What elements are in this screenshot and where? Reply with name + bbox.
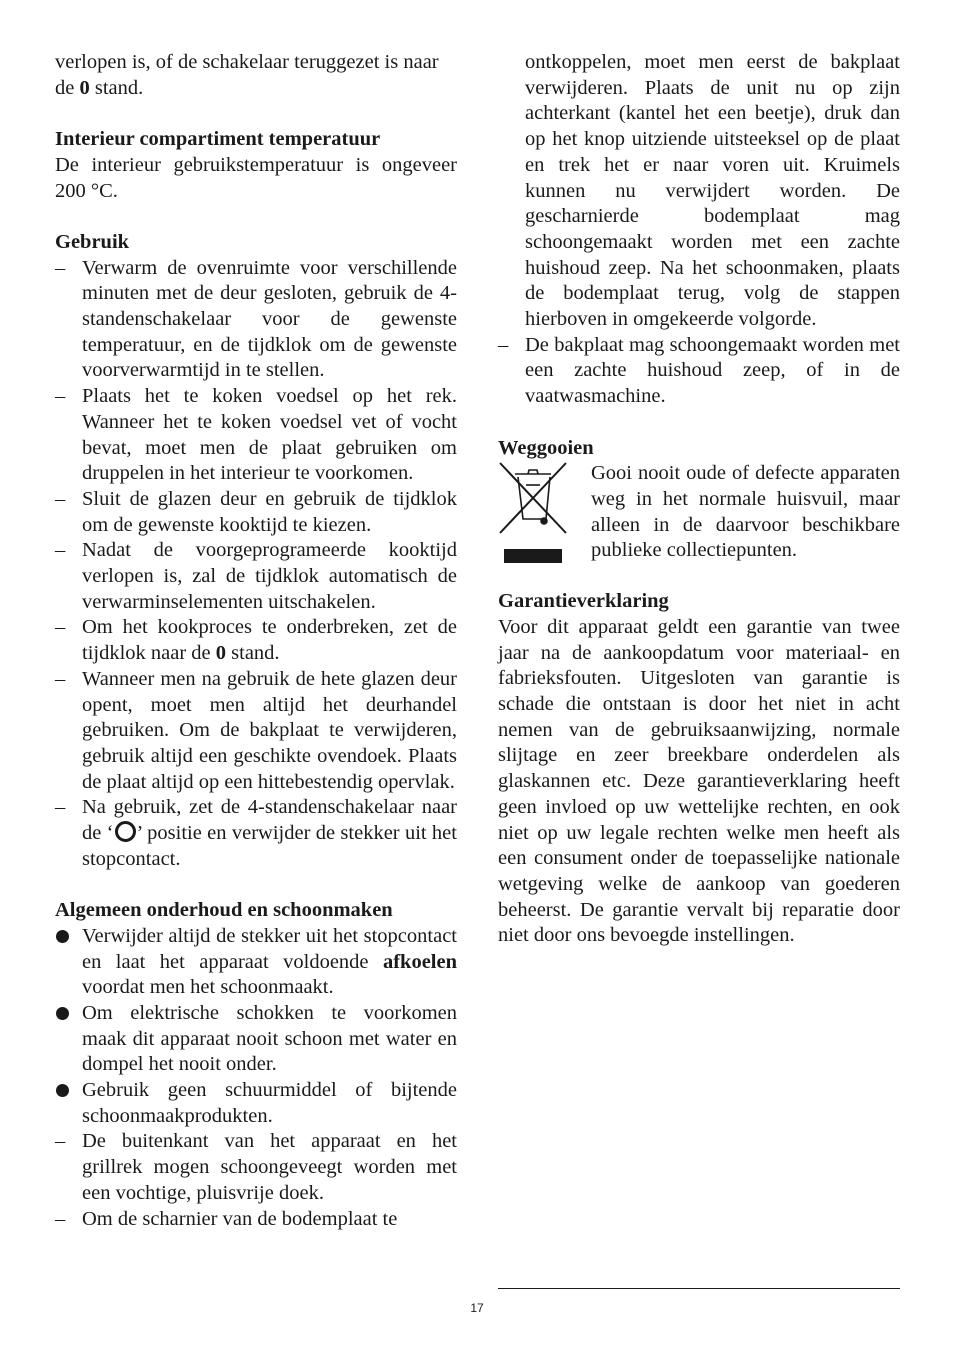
- disposal-section: [498, 461, 900, 589]
- bullet-dot-icon: [56, 1084, 69, 1097]
- usage-item: – Om het kookproces te onderbreken, zet de tijdklok naar de 0 stand.: [55, 616, 457, 665]
- intro-zero: 0: [79, 76, 90, 99]
- usage-item: – Plaats het te koken voedsel op het rek. Wanneer het te koken voedsel vet of vocht bevat, moet men de plaat gebruiken om druppelen in het interieur te voorkomen.: [55, 385, 457, 485]
- disposal-heading: Weggooien: [498, 436, 594, 459]
- warranty-heading: Garantieverklaring: [498, 590, 669, 613]
- dash-marker: –: [55, 487, 66, 510]
- tray-cleaning-item: – De bakplaat mag schoongemaakt worden met een zachte huishoud zeep, of in de vaatwasmachine.: [498, 333, 900, 408]
- left-column: [55, 50, 457, 1232]
- interior-temperature-text: De interieur gebruikstemperatuur is ongeveer 200 °C.: [55, 153, 457, 202]
- usage-list: [55, 256, 457, 873]
- maintenance-heading: Algemeen onderhoud en schoonmaken: [55, 899, 393, 922]
- bullet-dot-icon: [56, 1007, 69, 1020]
- page-number: 17: [470, 1301, 484, 1315]
- weee-crossed-bin-icon: [498, 461, 568, 565]
- cool-down-emphasis: afkoelen: [382, 950, 457, 973]
- maintenance-list: [55, 924, 457, 1232]
- bullet-dot-icon: [56, 930, 69, 943]
- maintenance-bullet: Gebruik geen schuurmiddel of bijtende schoonmaakprodukten.: [55, 1078, 457, 1129]
- usage-heading: Gebruik: [55, 230, 130, 253]
- usage-item: – Na gebruik, zet de 4-standenschakelaar naar de ‘ ’ positie en verwijder de stekker uit het stopcontact.: [55, 796, 457, 870]
- usage-item: – Sluit de glazen deur en gebruik de tijdklok om de gewenste kooktijd te kiezen.: [55, 487, 457, 536]
- dash-marker: –: [55, 256, 66, 279]
- maintenance-dash-item: – De buitenkant van het apparaat en het grillrek mogen schoongeveegt worden met een vochtige, pluisvrije doek.: [55, 1130, 457, 1204]
- intro-line-1: verlopen is, of de schakelaar teruggezet is naar: [55, 51, 439, 73]
- usage-item: – Nadat de voorgeprogrameerde kooktijd verlopen is, zal de tijdklok automatisch de verwarminselementen uitschakelen.: [55, 539, 457, 613]
- dash-marker: –: [55, 385, 66, 408]
- intro-paragraph: verlopen is, of de schakelaar teruggezet is naar de 0 stand.: [55, 51, 439, 99]
- ring-icon: [115, 821, 136, 842]
- footer-divider: [498, 1288, 900, 1289]
- maintenance-bullet: Verwijder altijd de stekker uit het stopcontact en laat het apparaat voldoende afkoelen voordat men het schoonmaakt.: [55, 924, 457, 1001]
- dash-marker: –: [498, 333, 509, 356]
- tray-cleaning-list: [498, 333, 900, 410]
- right-column: [498, 50, 900, 949]
- dash-marker: –: [55, 667, 66, 690]
- disposal-text: Gooi nooit oude of defecte apparaten weg in het normale huisvuil, maar alleen in de daarvoor beschikbare publieke collectiepunten.: [591, 462, 900, 562]
- maintenance-dash-item: – Om de scharnier van de bodemplaat te: [55, 1207, 457, 1233]
- usage-item: – Wanneer men na gebruik de hete glazen deur opent, moet men altijd het deurhandel gebruiken. Om de bakplaat te verwijderen, gebruik altijd een geschikte ovendoek. Plaats de plaat altijd op een hittebestendig opervlak.: [55, 667, 457, 793]
- hinge-instructions-continued: ontkoppelen, moet men eerst de bakplaat verwijderen. Plaats de unit nu op zijn achterkant (kantel het een beetje), druk dan op het knop uitziende uitsteeksel op de plaat en trek het er naar voren uit. Kruimels kunnen nu verwijdert worden. De gescharnierde bodemplaat mag schoongemaakt worden met een zachte huishoud zeep. Na het schoonmaken, plaats de bodemplaat terug, volg de stappen hierboven in omgekeerde volgorde.: [525, 51, 900, 331]
- dash-marker: –: [55, 539, 66, 562]
- dash-marker: –: [55, 616, 66, 639]
- warranty-text: Voor dit apparaat geldt een garantie van twee jaar na de aankoopdatum voor materiaal- en fabrieksfouten. Uitgesloten van garantie is schade die ontstaan is door het niet in acht nemen van de gebruiksaanwijzing, normale slijtage en zeer breekbare onderdelen als glaskannen etc. Deze garantieverklaring heeft geen invloed op uw wettelijke rechten, en ook niet op uw legale rechten welke men heeft als een consument onder de toepasselijke nationale wetgeving welke de aankoop van goederen beheerst. De garantie vervalt bij reparatie door niet door ons bevoegde instellingen.: [498, 615, 900, 947]
- dash-marker: –: [55, 796, 66, 819]
- maintenance-bullet: Om elektrische schokken te voorkomen maak dit apparaat nooit schoon met water en dompel het nooit onder.: [55, 1001, 457, 1078]
- dash-marker: –: [55, 1207, 66, 1230]
- interior-temperature-heading: Interieur compartiment temperatuur: [55, 128, 381, 151]
- dash-marker: –: [55, 1130, 66, 1153]
- usage-item: – Verwarm de ovenruimte voor verschillende minuten met de deur gesloten, gebruik de 4-standenschakelaar voor de gewenste temperatuur, en de tijdklok om de gewenste voorverwarmtijd in te stellen.: [55, 256, 457, 382]
